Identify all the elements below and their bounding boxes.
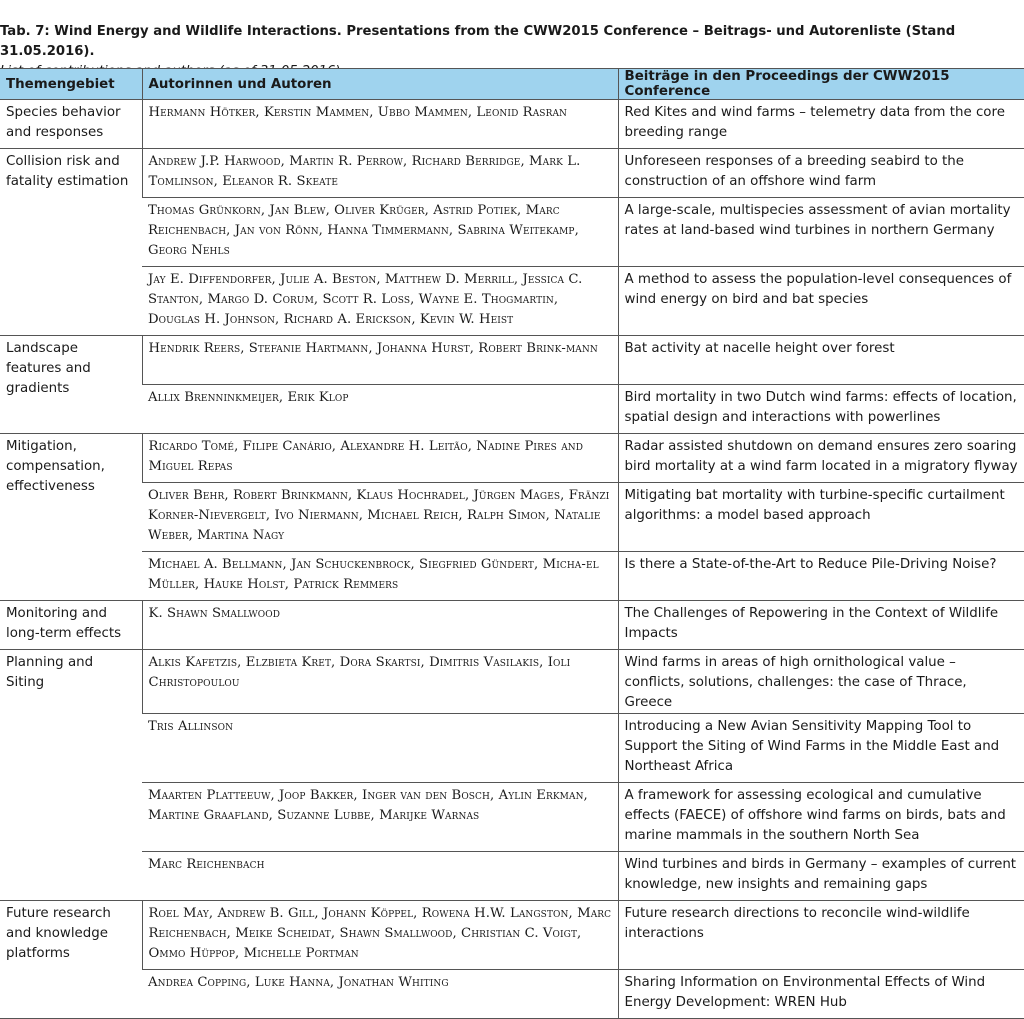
authors-cell: Maarten Platteeuw, Joop Bakker, Inger van den Bosch, Aylin Erkman, Martine Graafland, Suzanne Lubbe, Marijke Warnas bbox=[142, 783, 618, 852]
table-row bbox=[0, 149, 1024, 198]
contribution-title-cell: Wind turbines and birds in Germany – examples of current knowledge, new insights and remaining gaps bbox=[618, 852, 1024, 901]
authors-cell: Roel May, Andrew B. Gill, Johann Köppel, Rowena H.W. Langston, Marc Reichenbach, Meike Scheidat, Shawn Smallwood, Christian C. Voigt, Ommo Hüppop, Michelle Portman bbox=[142, 901, 618, 970]
topic-cell: Planning and Siting bbox=[0, 650, 142, 901]
contribution-title-cell: Radar assisted shutdown on demand ensures zero soaring bird mortality at a wind farm located in a migratory flyway bbox=[618, 434, 1024, 483]
contribution-title-cell: Introducing a New Avian Sensitivity Mapping Tool to Support the Siting of Wind Farms in the Middle East and Northeast Africa bbox=[618, 714, 1024, 783]
table-row bbox=[0, 601, 1024, 650]
authors-cell: Andrew J.P. Harwood, Martin R. Perrow, Richard Berridge, Mark L. Tomlinson, Eleanor R. Skeate bbox=[142, 149, 618, 198]
authors-cell: Ricardo Tomé, Filipe Canário, Alexandre H. Leitão, Nadine Pires and Miguel Repas bbox=[142, 434, 618, 483]
table-row bbox=[0, 336, 1024, 385]
contribution-title-cell: A method to assess the population-level consequences of wind energy on bird and bat species bbox=[618, 267, 1024, 336]
table-body bbox=[0, 100, 1024, 1019]
authors-cell: Michael A. Bellmann, Jan Schuckenbrock, Siegfried Gündert, Micha-el Müller, Hauke Holst, Patrick Remmers bbox=[142, 552, 618, 601]
table-row bbox=[0, 267, 1024, 336]
table-row bbox=[0, 434, 1024, 483]
authors-cell: Hermann Hötker, Kerstin Mammen, Ubbo Mammen, Leonid Rasran bbox=[142, 100, 618, 149]
contribution-title-cell: Bat activity at nacelle height over forest bbox=[618, 336, 1024, 385]
contribution-title-cell: Unforeseen responses of a breeding seabird to the construction of an offshore wind farm bbox=[618, 149, 1024, 198]
table-row bbox=[0, 783, 1024, 852]
topic-cell: Landscape features and gradients bbox=[0, 336, 142, 434]
contribution-title-cell: A large-scale, multispecies assessment of avian mortality rates at land-based wind turbines in northern Germany bbox=[618, 198, 1024, 267]
authors-cell: Andrea Copping, Luke Hanna, Jonathan Whiting bbox=[142, 970, 618, 1019]
table-row bbox=[0, 198, 1024, 267]
topic-cell: Species behavior and responses bbox=[0, 100, 142, 149]
table-row bbox=[0, 552, 1024, 601]
header-contributions: Beiträge in den Proceedings der CWW2015 Conference bbox=[618, 69, 1024, 100]
table-row bbox=[0, 483, 1024, 552]
caption-title: Tab. 7: Wind Energy and Wildlife Interactions. Presentations from the CWW2015 Conference – Beitrags- und Autorenliste (Stand 31.05.2016). bbox=[0, 24, 956, 59]
table-row bbox=[0, 970, 1024, 1019]
topic-cell: Future research and knowledge platforms bbox=[0, 901, 142, 1019]
table-row bbox=[0, 714, 1024, 783]
topic-cell: Monitoring and long-term effects bbox=[0, 601, 142, 650]
table-row bbox=[0, 901, 1024, 970]
table-row bbox=[0, 852, 1024, 901]
authors-cell: K. Shawn Smallwood bbox=[142, 601, 618, 650]
contribution-title-cell: Bird mortality in two Dutch wind farms: effects of location, spatial design and interactions with powerlines bbox=[618, 385, 1024, 434]
table-row bbox=[0, 385, 1024, 434]
contributions-table bbox=[0, 68, 1024, 1019]
contribution-title-cell: Sharing Information on Environmental Effects of Wind Energy Development: WREN Hub bbox=[618, 970, 1024, 1019]
authors-cell: Jay E. Diffendorfer, Julie A. Beston, Matthew D. Merrill, Jessica C. Stanton, Margo D. Corum, Scott R. Loss, Wayne E. Thogmartin, Douglas H. Johnson, Richard A. Erickson, Kevin W. Heist bbox=[142, 267, 618, 336]
contribution-title-cell: The Challenges of Repowering in the Context of Wildlife Impacts bbox=[618, 601, 1024, 650]
authors-cell: Tris Allinson bbox=[142, 714, 618, 783]
header-authors: Autorinnen und Autoren bbox=[142, 69, 618, 100]
header-topic: Themengebiet bbox=[0, 69, 142, 100]
table-header-row bbox=[0, 69, 1024, 100]
table-row bbox=[0, 650, 1024, 714]
contribution-title-cell: Is there a State-of-the-Art to Reduce Pile-Driving Noise? bbox=[618, 552, 1024, 601]
contribution-title-cell: Future research directions to reconcile wind-wildlife interactions bbox=[618, 901, 1024, 970]
contribution-title-cell: A framework for assessing ecological and cumulative effects (FAECE) of offshore wind farms on birds, bats and marine mammals in the southern North Sea bbox=[618, 783, 1024, 852]
contribution-title-cell: Wind farms in areas of high ornithological value – conflicts, solutions, challenges: the case of Thrace, Greece bbox=[618, 650, 1024, 714]
contribution-title-cell: Red Kites and wind farms – telemetry data from the core breeding range bbox=[618, 100, 1024, 149]
authors-cell: Hendrik Reers, Stefanie Hartmann, Johanna Hurst, Robert Brink-mann bbox=[142, 336, 618, 385]
topic-cell: Collision risk and fatality estimation bbox=[0, 149, 142, 336]
authors-cell: Allix Brenninkmeijer, Erik Klop bbox=[142, 385, 618, 434]
topic-cell: Mitigation, compensation, effectiveness bbox=[0, 434, 142, 601]
authors-cell: Thomas Grünkorn, Jan Blew, Oliver Krüger, Astrid Potiek, Marc Reichenbach, Jan von Rönn, Hanna Timmermann, Sabrina Weitekamp, Georg Nehls bbox=[142, 198, 618, 267]
authors-cell: Oliver Behr, Robert Brinkmann, Klaus Hochradel, Jürgen Mages, Fränzi Korner-Nievergelt, Ivo Niermann, Michael Reich, Ralph Simon, Natalie Weber, Martina Nagy bbox=[142, 483, 618, 552]
table-row bbox=[0, 100, 1024, 149]
contribution-title-cell: Mitigating bat mortality with turbine-specific curtailment algorithms: a model based approach bbox=[618, 483, 1024, 552]
authors-cell: Marc Reichenbach bbox=[142, 852, 618, 901]
authors-cell: Alkis Kafetzis, Elzbieta Kret, Dora Skartsi, Dimitris Vasilakis, Ioli Christopoulou bbox=[142, 650, 618, 714]
